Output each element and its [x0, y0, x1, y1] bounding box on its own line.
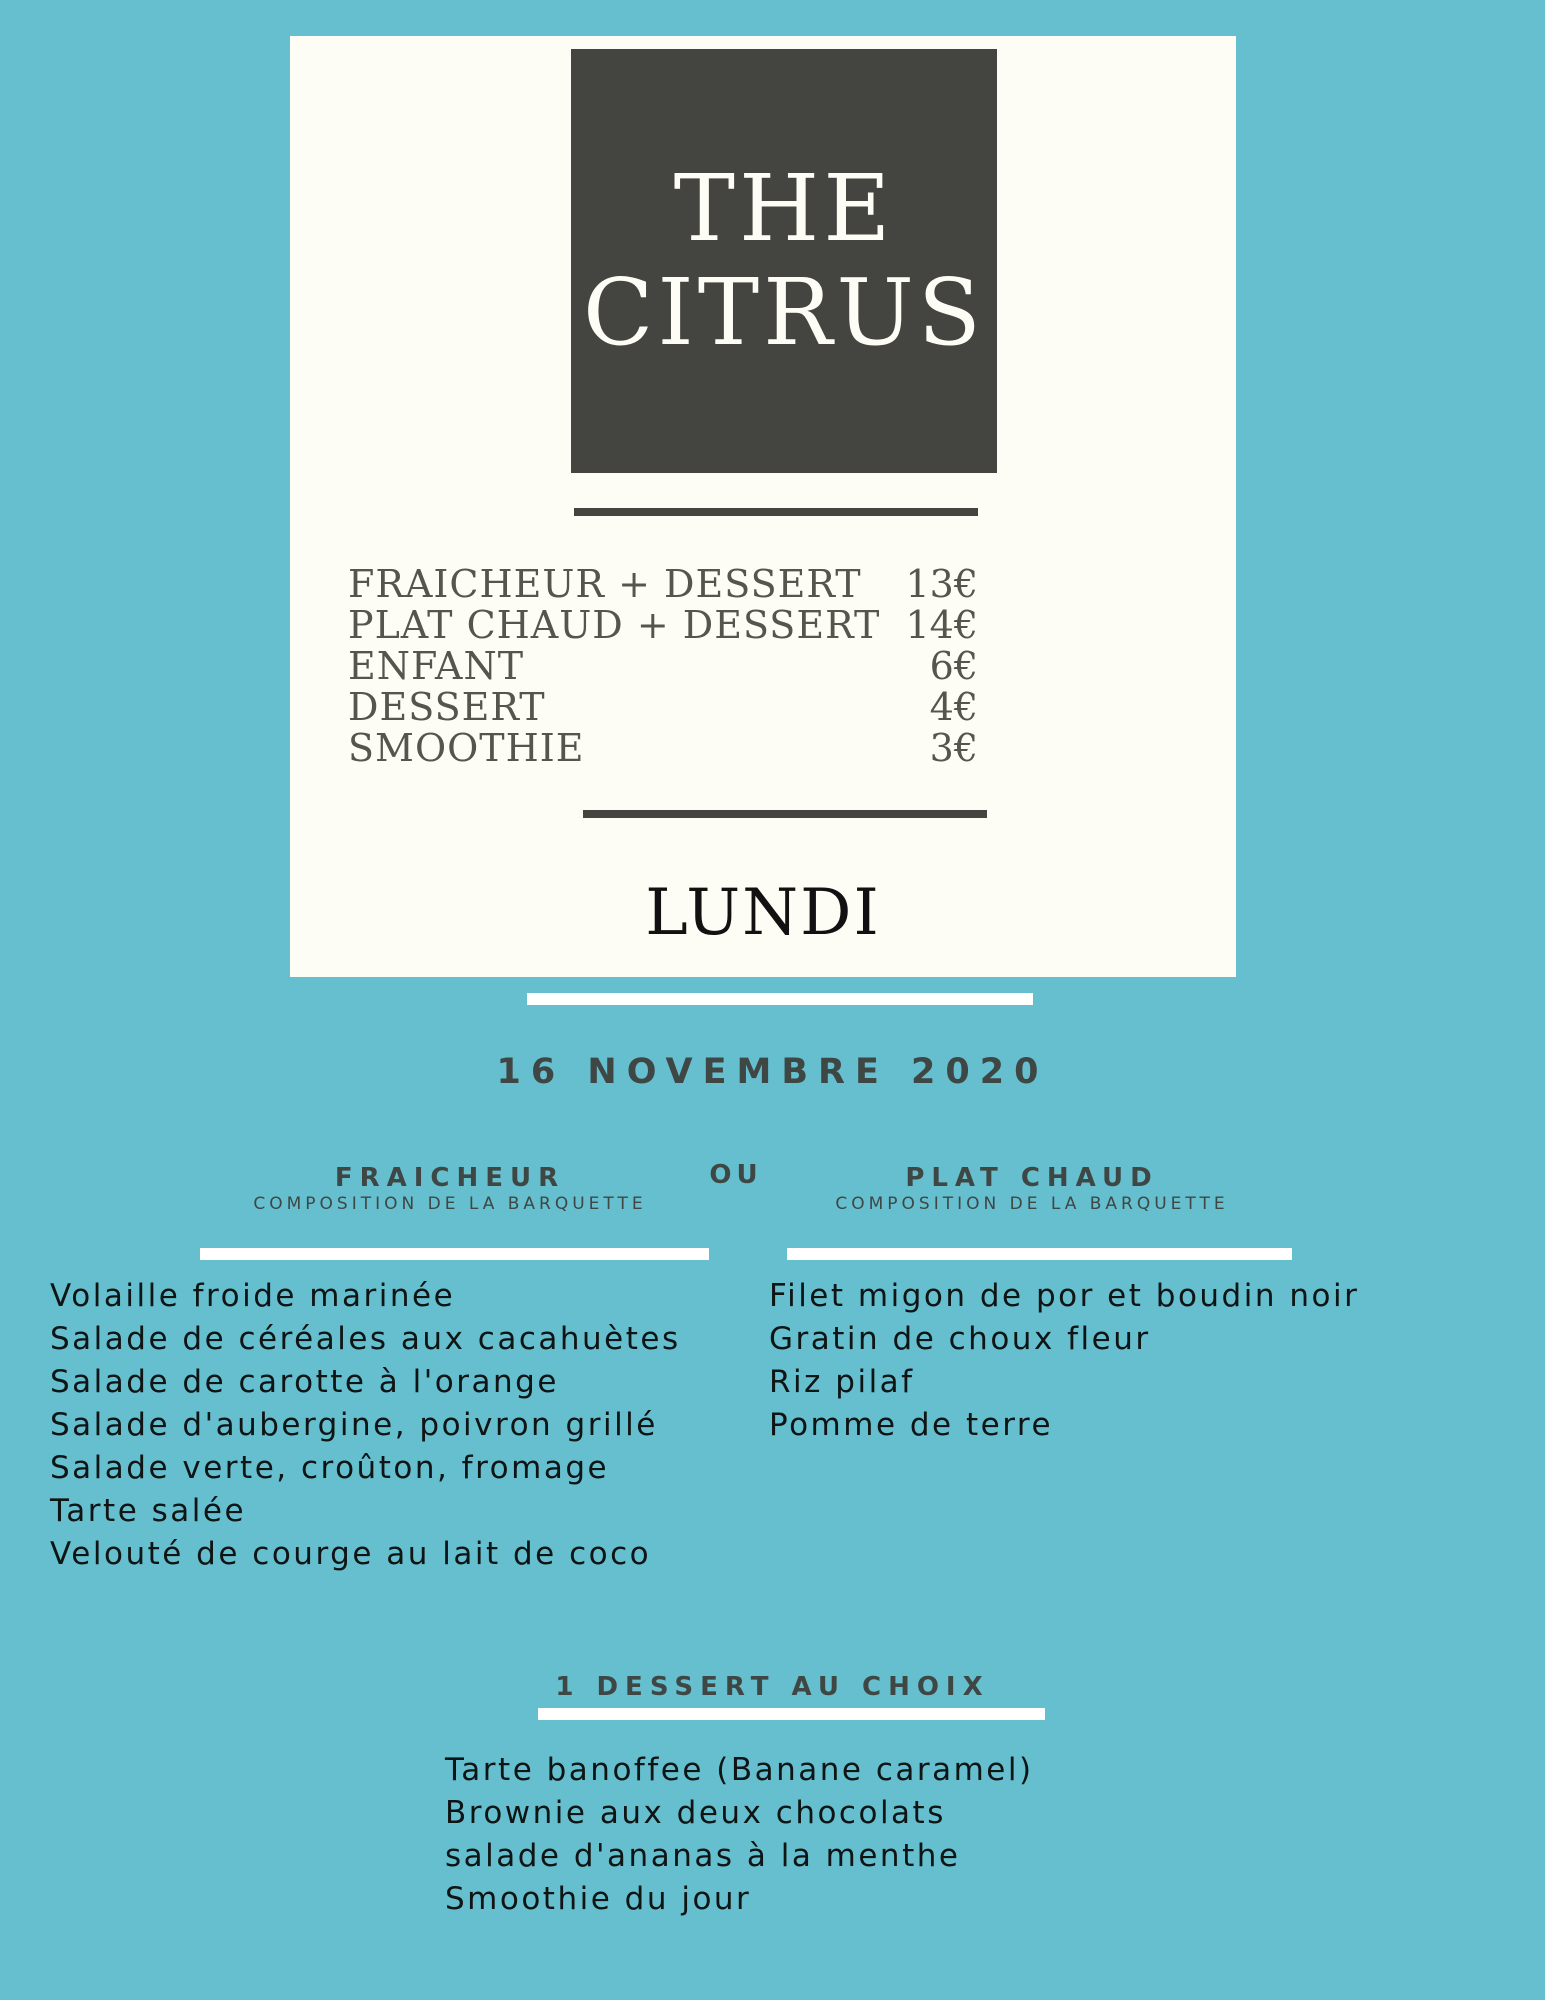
list-item: Tarte banoffee (Banane caramel) [445, 1752, 1034, 1788]
price-name: SMOOTHIE [348, 726, 585, 770]
divider-fraicheur [200, 1248, 709, 1260]
price-value: 4€ [929, 685, 978, 729]
price-name: ENFANT [348, 644, 525, 688]
list-item: Tarte salée [50, 1493, 247, 1529]
price-value: 13€ [905, 562, 978, 606]
list-item: Salade de carotte à l'orange [50, 1364, 559, 1400]
list-item: Salade de céréales aux cacahuètes [50, 1321, 681, 1357]
menu-card [290, 36, 1236, 977]
list-item: Volaille froide marinée [50, 1278, 456, 1314]
divider-dessert [538, 1708, 1045, 1720]
price-name: FRAICHEUR + DESSERT [348, 562, 862, 606]
fraicheur-title: FRAICHEUR [334, 1163, 566, 1193]
fraicheur-list [50, 1275, 681, 1576]
price-list [348, 564, 978, 769]
price-value: 6€ [929, 644, 978, 688]
list-item: salade d'ananas à la menthe [445, 1838, 961, 1874]
price-name: PLAT CHAUD + DESSERT [348, 603, 881, 647]
brand-line-2: CITRUS [583, 259, 985, 366]
list-item: Pomme de terre [769, 1407, 1054, 1443]
divider-plat-chaud [787, 1248, 1292, 1260]
plat-chaud-title: PLAT CHAUD [905, 1163, 1159, 1193]
price-value: 3€ [929, 726, 978, 770]
price-value: 14€ [905, 603, 978, 647]
plat-chaud-list [769, 1275, 1359, 1447]
brand-line-1: THE [673, 155, 895, 262]
divider-bottom [583, 810, 987, 818]
list-item: Smoothie du jour [445, 1881, 752, 1917]
price-row [348, 646, 978, 687]
list-item: Velouté de courge au lait de coco [50, 1536, 652, 1572]
price-row [348, 728, 978, 769]
list-item: Salade verte, croûton, fromage [50, 1450, 610, 1486]
day-heading: LUNDI [645, 876, 881, 950]
price-name: DESSERT [348, 685, 546, 729]
divider-date [527, 993, 1033, 1005]
list-item: Riz pilaf [769, 1364, 915, 1400]
brand-logo [571, 49, 997, 473]
list-item: Brownie aux deux chocolats [445, 1795, 946, 1831]
divider-top [574, 508, 978, 516]
date-heading: 16 NOVEMBRE 2020 [496, 1052, 1049, 1092]
price-row [348, 687, 978, 728]
plat-chaud-subtitle: COMPOSITION DE LA BARQUETTE [835, 1194, 1229, 1214]
list-item: Gratin de choux fleur [769, 1321, 1151, 1357]
price-row [348, 564, 978, 605]
list-item: Salade d'aubergine, poivron grillé [50, 1407, 658, 1443]
or-separator: OU [709, 1160, 763, 1190]
price-row [348, 605, 978, 646]
dessert-list [445, 1749, 1034, 1921]
fraicheur-heading [190, 1162, 710, 1214]
fraicheur-subtitle: COMPOSITION DE LA BARQUETTE [253, 1194, 647, 1214]
dessert-heading: 1 DESSERT AU CHOIX [555, 1672, 990, 1702]
plat-chaud-heading [772, 1162, 1292, 1214]
list-item: Filet migon de por et boudin noir [769, 1278, 1360, 1314]
